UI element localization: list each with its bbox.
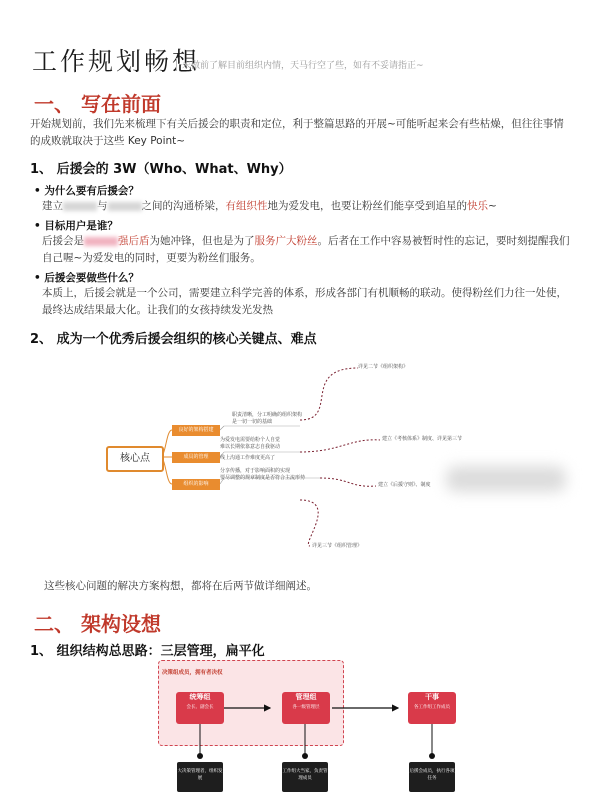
org-desc-box: 工作组大当家，负责管理成员	[282, 762, 328, 792]
mindmap-note: 线上沟通工作难度更高了	[220, 455, 276, 461]
mindmap-note: 职责清晰，分工明确的组织架构	[232, 412, 303, 418]
mindmap-branch-1: 良好的架构搭建	[172, 425, 220, 436]
bullet-who: • 目标用户是谁？	[34, 220, 118, 232]
blurred-region	[446, 466, 566, 492]
section2-sub1-heading: 1、 组织结构总思路：三层管理，扁平化	[30, 644, 265, 659]
bullet-why-answer: 建立 与 之间的沟通桥梁，有组织性地为爱发电，也要让粉丝们能享受到追星的快乐~	[42, 200, 497, 212]
mindmap-note: 难以长期依靠意志自我驱动	[220, 444, 281, 450]
mindmap-ref: 详见三节《组织管理》	[312, 543, 363, 549]
org-frame-label: 决策组成员，拥有者决权	[162, 670, 223, 676]
mindmap-note: 是一切一切的基础	[232, 419, 273, 425]
mindmap-caption: 这些核心问题的解决方案构想，都将在后两节做详细阐述。	[44, 580, 317, 592]
mindmap-note: 为爱发电需要给粉个人自觉	[220, 437, 281, 443]
org-desc-box: 后援会成员，执行各项任务	[409, 762, 455, 792]
mindmap-ref: 建立《考核体系》制度、详见第三节	[382, 436, 463, 442]
org-box-coordination: 统筹组 会长、副会长	[176, 692, 224, 724]
mindmap	[100, 348, 520, 558]
org-box-management: 管理组 各一级管理层	[282, 692, 330, 724]
page-title: 工作规划畅想	[32, 47, 201, 76]
mindmap-ref: 建立《后援守则》、制度	[378, 482, 431, 488]
mindmap-branch-2: 成员的管理	[172, 452, 220, 463]
org-box-staff: 干事 各工作组工作成员	[408, 692, 456, 724]
mindmap-core-node: 核心点	[106, 446, 164, 472]
page-subtitle: 未做前了解目前组织内情，天马行空了些，如有不妥请指正~	[176, 58, 424, 71]
section2-heading: 二、 架构设想	[34, 612, 161, 636]
sub1-heading: 1、 后援会的 3W（Who、What、Why）	[30, 162, 292, 177]
bullet-why: • 为什么要有后援会？	[34, 185, 139, 197]
sub2-heading: 2、 成为一个优秀后援会组织的核心关键点、难点	[30, 332, 317, 347]
bullet-what-answer: 本质上，后援会就是一个公司，需要建立科学完善的体系，形成各部门有机顺畅的联动。使得粉丝们力往一处使，最终达成结果最大化。让我们的女孩持续发光发热	[42, 287, 567, 316]
section1-heading: 一、 写在前面	[34, 92, 161, 116]
mindmap-branch-3: 组织的影响	[172, 479, 220, 490]
org-desc-box: 大决策管理者，组织发展	[177, 762, 223, 792]
mindmap-ref: 详见二节《组织架构》	[358, 364, 409, 370]
mindmap-note: 分享传播，对于影响面积的实现	[220, 468, 291, 474]
mindmap-note: 要尽调整的规章制度是否符合主流形势	[220, 475, 306, 481]
bullet-what: • 后援会要做些什么？	[34, 272, 139, 284]
section1-intro: 开始规划前，我们先来梳理下有关后援会的职责和定位，利于整篇思路的开展~可能听起来会有些枯燥，但往往事情的成败就取决于这些 Key Point~	[30, 118, 564, 147]
bullet-who-answer: 后援会是 强后盾为她冲锋，但也是为了服务广大粉丝。后者在工作中容易被暂时性的忘记，要时刻提醒我们自己喔~为爱发电的同时，更要为粉丝们服务。	[42, 235, 570, 264]
